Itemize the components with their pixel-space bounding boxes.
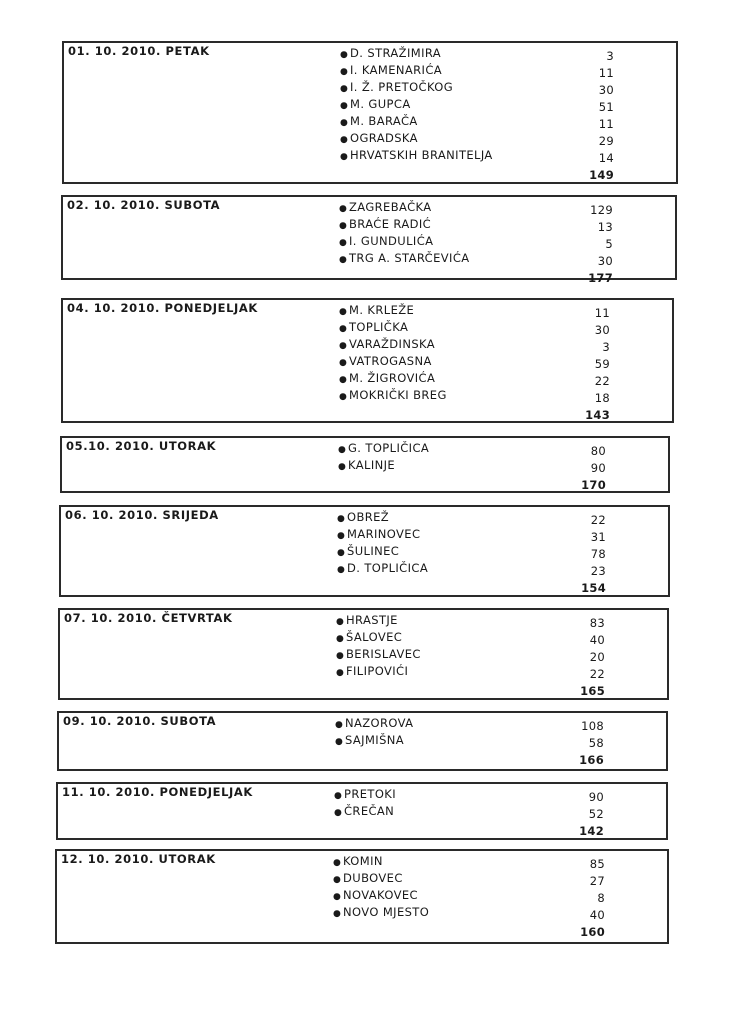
street-count: 78 — [590, 547, 606, 561]
bullet-icon: ● — [337, 531, 346, 541]
street-count: 30 — [598, 83, 614, 97]
street-item — [336, 629, 421, 646]
day-block — [57, 711, 668, 771]
street-item — [339, 353, 447, 370]
day-total: 142 — [579, 824, 604, 838]
day-block — [58, 608, 669, 700]
street-count: 85 — [589, 857, 605, 871]
street-count: 31 — [590, 530, 606, 544]
bullet-icon: ● — [339, 255, 348, 265]
street-name: NOVAKOVEC — [343, 888, 418, 902]
count-column — [589, 48, 614, 184]
street-item — [339, 319, 447, 336]
street-name: TOPLIČKA — [349, 320, 409, 334]
bullet-icon: ● — [336, 651, 345, 661]
street-item — [335, 715, 413, 732]
bullet-icon: ● — [340, 50, 349, 60]
street-name: M. ŽIGROVIĆA — [349, 371, 436, 385]
street-name: TRG A. STARČEVIĆA — [349, 251, 470, 265]
bullet-icon: ● — [339, 307, 348, 317]
bullet-icon: ● — [336, 634, 345, 644]
bullet-icon: ● — [339, 375, 348, 385]
street-list — [335, 715, 413, 749]
street-name: I. GUNDULIĆA — [349, 234, 434, 248]
bullet-icon: ● — [336, 668, 345, 678]
day-total: 166 — [579, 753, 604, 767]
bullet-icon: ● — [339, 392, 348, 402]
street-name: NAZOROVA — [345, 716, 414, 730]
street-name: D. TOPLIČICA — [347, 561, 429, 575]
street-name: PRETOKI — [344, 787, 397, 801]
street-item — [333, 853, 429, 870]
street-item — [336, 663, 421, 680]
bullet-icon: ● — [340, 101, 349, 111]
day-total: 170 — [581, 478, 606, 492]
street-count: 90 — [590, 461, 606, 475]
street-list — [339, 302, 447, 404]
street-name: SAJMIŠNA — [345, 733, 405, 747]
street-count: 11 — [598, 117, 614, 131]
count-column — [581, 443, 606, 494]
bullet-icon: ● — [337, 548, 346, 558]
street-item — [339, 199, 470, 216]
street-name: BERISLAVEC — [346, 647, 421, 661]
street-name: M. GUPCA — [350, 97, 411, 111]
street-name: VARAŽDINSKA — [349, 337, 436, 351]
street-count: 129 — [590, 203, 613, 217]
street-count: 22 — [594, 374, 610, 388]
day-total: 154 — [581, 581, 606, 595]
bullet-icon: ● — [336, 617, 345, 627]
street-item — [333, 870, 429, 887]
street-item — [339, 250, 470, 267]
street-item — [340, 79, 493, 96]
bullet-icon: ● — [339, 341, 348, 351]
bullet-icon: ● — [338, 445, 347, 455]
bullet-icon: ● — [340, 118, 349, 128]
street-count: 52 — [588, 807, 604, 821]
bullet-icon: ● — [339, 221, 348, 231]
bullet-icon: ● — [339, 358, 348, 368]
street-item — [339, 387, 447, 404]
bullet-icon: ● — [339, 324, 348, 334]
bullet-icon: ● — [339, 204, 348, 214]
street-count: 14 — [598, 151, 614, 165]
street-name: FILIPOVIĆI — [346, 664, 409, 678]
bullet-icon: ● — [340, 84, 349, 94]
day-block — [62, 41, 678, 184]
street-count: 40 — [589, 633, 605, 647]
street-item — [340, 113, 493, 130]
bullet-icon: ● — [334, 791, 343, 801]
count-column — [580, 615, 605, 700]
street-item — [333, 904, 429, 921]
street-item — [336, 612, 421, 629]
street-count: 51 — [598, 100, 614, 114]
street-count: 27 — [589, 874, 605, 888]
street-item — [334, 786, 396, 803]
day-block — [61, 298, 674, 423]
bullet-icon: ● — [337, 514, 346, 524]
street-name: M. BARAČA — [350, 114, 418, 128]
street-name: HRASTJE — [346, 613, 398, 627]
street-name: ŠALOVEC — [346, 630, 403, 644]
street-item — [339, 233, 470, 250]
street-name: OBREŽ — [347, 510, 390, 524]
day-date-label: 12. 10. 2010. UTORAK — [61, 852, 216, 866]
count-column — [580, 856, 605, 941]
street-name: MARINOVEC — [347, 527, 421, 541]
street-item — [340, 45, 493, 62]
street-name: ZAGREBAČKA — [349, 200, 432, 214]
street-name: KALINJE — [348, 458, 396, 472]
street-count: 83 — [589, 616, 605, 630]
count-column — [581, 512, 606, 597]
day-block — [61, 195, 677, 285]
street-item — [334, 803, 396, 820]
day-block — [60, 436, 670, 493]
street-count: 22 — [590, 513, 606, 527]
count-column — [579, 789, 604, 840]
bullet-icon: ● — [333, 892, 342, 902]
street-item — [337, 526, 428, 543]
street-count: 30 — [597, 254, 613, 268]
street-name: ŠULINEC — [347, 544, 400, 558]
street-name: I. Ž. PRETOČKOG — [350, 80, 454, 94]
street-name: DUBOVEC — [343, 871, 403, 885]
street-count: 59 — [594, 357, 610, 371]
street-name: OGRADSKA — [350, 131, 418, 145]
street-list — [339, 199, 470, 267]
day-date-label: 02. 10. 2010. SUBOTA — [67, 198, 221, 212]
street-count: 90 — [588, 790, 604, 804]
street-name: HRVATSKIH BRANITELJA — [350, 148, 493, 162]
bullet-icon: ● — [335, 737, 344, 747]
street-count: 40 — [589, 908, 605, 922]
street-name: NOVO MJESTO — [343, 905, 430, 919]
street-count: 30 — [594, 323, 610, 337]
street-list — [334, 786, 396, 820]
street-item — [340, 62, 493, 79]
street-name: BRAĆE RADIĆ — [349, 217, 432, 231]
street-count: 5 — [605, 237, 613, 251]
bullet-icon: ● — [333, 909, 342, 919]
day-date-label: 06. 10. 2010. SRIJEDA — [65, 508, 219, 522]
bullet-icon: ● — [337, 565, 346, 575]
street-count: 3 — [606, 49, 614, 63]
bullet-icon: ● — [340, 135, 349, 145]
count-column — [588, 202, 613, 287]
street-item — [338, 457, 429, 474]
day-total: 177 — [588, 271, 613, 285]
street-list — [333, 853, 429, 921]
street-count: 18 — [594, 391, 610, 405]
bullet-icon: ● — [335, 720, 344, 730]
street-count: 29 — [598, 134, 614, 148]
day-total: 149 — [589, 168, 614, 182]
street-count: 23 — [590, 564, 606, 578]
street-item — [339, 370, 447, 387]
street-count: 8 — [597, 891, 605, 905]
street-name: G. TOPLIČICA — [348, 441, 430, 455]
street-name: KOMIN — [343, 854, 383, 868]
street-item — [339, 302, 447, 319]
street-name: M. KRLEŽE — [349, 303, 415, 317]
street-item — [338, 440, 429, 457]
street-item — [339, 216, 470, 233]
street-item — [337, 509, 428, 526]
street-list — [336, 612, 421, 680]
street-item — [337, 543, 428, 560]
day-date-label: 11. 10. 2010. PONEDJELJAK — [62, 785, 253, 799]
street-list — [337, 509, 428, 577]
street-item — [335, 732, 413, 749]
street-count: 80 — [590, 444, 606, 458]
bullet-icon: ● — [339, 238, 348, 248]
street-count: 3 — [602, 340, 610, 354]
street-item — [340, 147, 493, 164]
day-block — [59, 505, 670, 597]
day-total: 160 — [580, 925, 605, 939]
street-list — [338, 440, 429, 474]
street-name: I. KAMENARIĆA — [350, 63, 443, 77]
bullet-icon: ● — [338, 462, 347, 472]
street-item — [333, 887, 429, 904]
day-date-label: 05.10. 2010. UTORAK — [66, 439, 217, 453]
bullet-icon: ● — [334, 808, 343, 818]
street-count: 58 — [588, 736, 604, 750]
bullet-icon: ● — [340, 152, 349, 162]
street-count: 11 — [598, 66, 614, 80]
street-count: 20 — [589, 650, 605, 664]
bullet-icon: ● — [340, 67, 349, 77]
day-date-label: 07. 10. 2010. ČETVRTAK — [64, 611, 233, 625]
street-count: 11 — [594, 306, 610, 320]
street-count: 13 — [597, 220, 613, 234]
street-name: D. STRAŽIMIRA — [350, 46, 442, 60]
day-block — [55, 849, 669, 944]
bullet-icon: ● — [333, 875, 342, 885]
bullet-icon: ● — [333, 858, 342, 868]
day-total: 165 — [580, 684, 605, 698]
street-list — [340, 45, 493, 164]
count-column — [579, 718, 604, 769]
street-name: VATROGASNA — [349, 354, 432, 368]
street-item — [337, 560, 428, 577]
street-count: 108 — [581, 719, 604, 733]
street-name: ČREČAN — [344, 804, 395, 818]
street-name: MOKRIČKI BREG — [349, 388, 447, 402]
street-item — [336, 646, 421, 663]
street-count: 22 — [589, 667, 605, 681]
street-item — [340, 96, 493, 113]
day-block — [56, 782, 668, 840]
street-item — [340, 130, 493, 147]
day-date-label: 04. 10. 2010. PONEDJELJAK — [67, 301, 258, 315]
street-item — [339, 336, 447, 353]
count-column — [585, 305, 610, 424]
day-total: 143 — [585, 408, 610, 422]
day-date-label: 01. 10. 2010. PETAK — [68, 44, 210, 58]
day-date-label: 09. 10. 2010. SUBOTA — [63, 714, 217, 728]
